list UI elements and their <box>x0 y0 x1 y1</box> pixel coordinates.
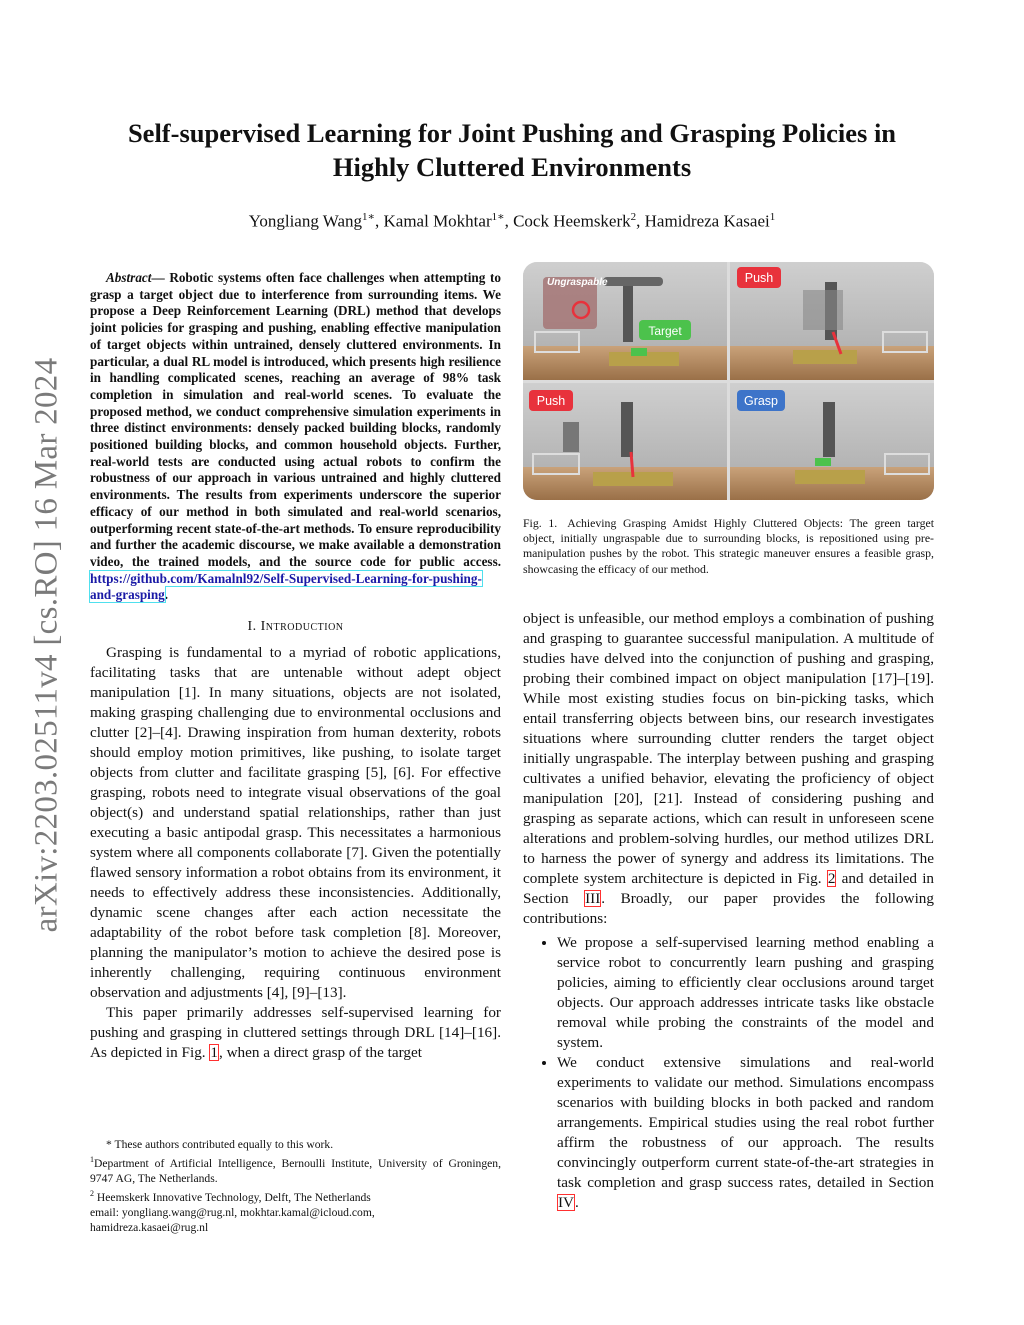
author-name: Yongliang Wang <box>248 211 363 231</box>
intro-paragraph-1: Grasping is fundamental to a myriad of robotic applications, facilitating tasks that are untenable without adept object manipulation [1]. In many situations, objects are not isolated, making grasping challenging due to environmental occlusions and clutter [2]–[4]. Drawing inspiration from human dexterity, robots should employ motion primitives, like pushing, to isolate target objects from clutter and facilitate grasping [5], [6]. For effective grasping, robots need to integrate visual observations of the goal object(s) and understand spatial relationships, rather than just executing a basic antipodal grasp. This necessitates a harmonious system where all components collaborate [7]. Given the potentially flawed sensory information a robot obtains from its environment, it needs to effectively address these inconsistencies. Additionally, dynamic scene changes after each action necessitate the adaptability of the robot before task completion [8]. Moreover, planning the manipulator’s motion to achieve the desired pose is inherently challenging, requiring continuous environment observation and adjustments [4], [9]–[13]. <box>90 644 501 1002</box>
right-p1-text: object is unfeasible, our method employs a combination of pushing and grasping to guarantee successful manipulation. A multitude of studies have delved into the conjunction of pushing and grasping, probing their combined impact on object manipulation [17]–[19]. While most existing studies focus on bin-picking tasks, which entail transferring objects between bins, our research investigates situations where surrounding clutter renders the target object initially ungraspable. The interplay between pushing and grasping cultivates a unified behavior, elevating the proficiency of object manipulation [20], [21]. Instead of considering pushing and grasping as separate actions, which can result in unforeseen scene alterations and problem-solving hurdles, our method utilizes DRL to harness the power of synergy and address its limitations. The complete system architecture is depicted in Fig. <box>523 609 934 887</box>
right-paragraph-1 <box>523 609 934 929</box>
list-item: • We propose a self-supervised learning method enabling a service robot to concurrently learn pushing and grasping policies, aiming to efficiently clear occlusions around target objects. Our approach addresses intricate tasks like obstacle removal while probing the constraints of the model and system. <box>557 933 934 1053</box>
paper-title: Self-supervised Learning for Joint Pushing and Grasping Policies in Highly Cluttered Environments <box>127 118 897 182</box>
author-name: Kamal Mokhtar <box>383 211 492 231</box>
footnote-mark: 2 <box>90 1188 94 1198</box>
footnote-email-2: hamidreza.kasaei@rug.nl <box>90 1220 209 1234</box>
intro-p2-text: This paper primarily addresses self-supervised learning for pushing and grasping in cluttered settings through DRL [14]–[16]. As depicted in Fig. <box>90 1004 501 1062</box>
section-heading-introduction <box>90 619 501 635</box>
figure-1-caption <box>523 516 934 577</box>
figure-1 <box>523 262 934 500</box>
footnote-email: email: yongliang.wang@rug.nl, mokhtar.kamal@icloud.com, <box>90 1205 375 1219</box>
footnote-affiliation-2 <box>90 1186 501 1205</box>
footnote-affiliation-1 <box>90 1152 501 1186</box>
author-mark: 1∗ <box>491 211 505 223</box>
right-p1-text-3: . Broadly, our paper provides the following contributions: <box>523 889 934 927</box>
abstract-dash: — <box>151 270 165 285</box>
section-number: I. <box>247 619 257 635</box>
arxiv-stamp <box>22 345 72 945</box>
left-column <box>90 270 501 1063</box>
author-mark: 1 <box>769 211 776 223</box>
caption-text: Achieving Grasping Amidst Highly Cluttered Objects: The green target object, initially ungraspable due to surrounding blocks, is repositioned using pre-manipulation pushes by the robot. This strategic maneuver ensures a feasible grasp, showcasing the efficacy of our method. <box>523 516 934 576</box>
push-label-top: Push <box>744 271 774 285</box>
grasp-label: Grasp <box>743 394 779 408</box>
caption-number: Fig. 1. <box>523 516 558 530</box>
fig-1-reference-link[interactable]: 1 <box>210 1044 218 1062</box>
footnote-text: Department of Artificial Intelligence, Bernoulli Institute, University of Groningen, 9747 AG, The Netherlands. <box>90 1156 501 1185</box>
robot-scene-photos <box>523 262 934 500</box>
contribution-list <box>523 933 934 1213</box>
section-4-reference-link[interactable]: IV <box>558 1193 575 1211</box>
author-mark: 2 <box>630 211 637 223</box>
abstract <box>90 270 501 604</box>
author-name: Cock Heemskerk <box>513 211 631 231</box>
abstract-label: Abstract <box>106 270 152 285</box>
author-mark: 1∗ <box>362 211 375 223</box>
section-title: Introduction <box>260 619 344 635</box>
arxiv-id: arXiv:2203.02511v4 [cs.RO] 16 Mar 2024 <box>28 357 65 933</box>
author-list: Yongliang Wang$^{1∗}$, Kamal Mokhtar$^{1∗}$, Cock Heemskerk$^2$, Hamidreza Kasaei$^1$ <box>248 211 776 231</box>
abstract-text: Robotic systems often face challenges when attempting to grasp a target object due to interference from surrounding items. We propose a Deep Reinforcement Learning (DRL) method that develops joint policies for grasping and pushing, enabling effective manipulation of target objects within untrained, densely cluttered environments. In particular, a dual RL model is introduced, which presents high resilience in handling complicated scenes, reaching an average of 98% task completion in simulation and real-world scenes. To evaluate the proposed method, we conduct comprehensive simulation experiments in three distinct environments: densely packed building blocks, randomly positioned building blocks, and common household objects. Further, real-world tests are conducted using actual robots to confirm the robustness of our approach in various untrained and highly cluttered environments. The results from experiments underscore the superior efficacy of our method in both simulated and real-world scenarios, outperforming recent state-of-the-art methods. To ensure reproducibility and further the academic discourse, we make available a demonstration video, the trained models, and the source code for public access. <box>90 270 501 569</box>
intro-p2-text-end: , when a direct grasp of the target <box>218 1044 422 1062</box>
fig-2-reference-link[interactable]: 2 <box>827 869 836 887</box>
abstract-end: . <box>164 587 169 603</box>
list-item <box>557 1053 934 1213</box>
right-p1-text-2: and detailed in Section <box>523 869 935 907</box>
github-link[interactable]: https://github.com/Kamalnl92/Self-Supervised-Learning-for-pushing-and-grasping <box>90 570 482 603</box>
bullet2-text: We conduct extensive simulations and real-world experiments to validate our method. Simulations encompass scenarios with building blocks in both packed and random arrangements. Empirical studies using the real robot further affirm the robustness of our approach. The results convincingly outperform current state-of-the-art strategies in task completion and grasp success rates, detailed in Section <box>557 1053 934 1191</box>
target-label: Target <box>648 324 682 338</box>
push-label-bottom: Push <box>536 394 566 408</box>
right-body <box>523 609 934 1213</box>
footnote-text: Heemskerk Innovative Technology, Delft, The Netherlands <box>94 1190 371 1204</box>
ungraspable-label: Ungraspable <box>547 277 608 288</box>
bullet2-end: . <box>575 1193 579 1211</box>
footnote-equal-contribution: * These authors contributed equally to this work. <box>106 1138 334 1151</box>
footnotes <box>90 1137 501 1235</box>
right-column <box>523 262 934 1213</box>
section-3-reference-link[interactable]: III <box>585 889 601 907</box>
author-name: Hamidreza Kasaei <box>644 211 770 231</box>
footnote-mark: 1 <box>90 1155 94 1164</box>
intro-paragraph-2 <box>90 1003 501 1063</box>
